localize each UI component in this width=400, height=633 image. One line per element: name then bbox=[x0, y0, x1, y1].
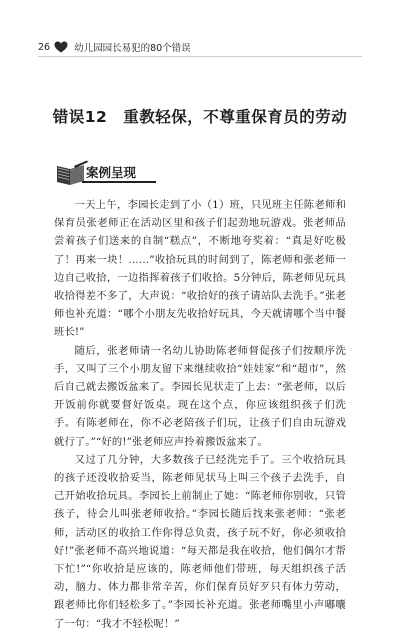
section-heading bbox=[54, 160, 156, 186]
heart-icon bbox=[54, 41, 68, 53]
header-rule bbox=[38, 56, 362, 57]
paragraph: 又过了几分钟，大多数孩子已经洗完手了。三个收拾玩具的孩子还没收拾妥当，陈老师见状马上叫三个孩子去洗手，自己开始收拾玩具。李园长上前制止了她：“陈老师你别收，只管孩子，待会儿叫张老师收拾。”李园长随后找来张老师：“张老师，活动区的收拾工作你得总负责，孩子玩不好，你必须收拾好!”张老师不高兴地说道：“每天都是我在收拾，他们偶尔才帮下忙!”“你收拾是应该的，陈老师他们带班，每天组织孩子活动，脑力、体力都非常辛苦，你们保育员好歹只有体力劳动，跟老师比你们轻松多了。”李园长补充道。张老师嘴里小声嘟囔了一句：“我才不轻松呢！” bbox=[54, 453, 346, 630]
paragraph: 一天上午，李园长走到了小（1）班，只见班主任陈老师和保育员张老师正在活动区里和孩子们起劲地玩游戏。张老师品尝着孩子们送来的自制“糕点”，不断地夸奖着：“真是好吃极了！再来一块！……”收拾玩具的时间到了，陈老师和张老师一边自己收拾，一边指挥着孩子们收拾。5分钟后，陈老师见玩具收拾得差不多了，大声说：“收拾好的孩子请站队去洗手。”张老师也补充道：“哪个小朋友先收拾好玩具，今天就请哪个当中餐班长!” bbox=[54, 199, 346, 339]
book-title: 幼儿园园长易犯的80个错误 bbox=[74, 43, 191, 54]
chapter-title: 错误12 重教轻保，不尊重保育员的劳动 bbox=[52, 108, 348, 126]
page-number: 26 bbox=[38, 41, 51, 53]
page-header bbox=[38, 40, 191, 54]
body-text bbox=[54, 196, 346, 633]
section-label: 案例呈现 bbox=[82, 163, 156, 183]
paragraph: 随后，张老师请一名幼儿协助陈老师督促孩子们按顺序洗手，又叫了三个小朋友留下来继续收拾“娃娃家”和“超市”，然后自己就去搬饭盆来了。李园长见状走了上去：“张老师，以后开饭前你就要督好饭桌。现在这个点，你应该组织孩子们洗手。有陈老师在，你不必老陪孩子们玩，让孩子们自由玩游戏就行了。”“好的!”张老师应声拎着搬饭盆来了。 bbox=[54, 344, 346, 448]
